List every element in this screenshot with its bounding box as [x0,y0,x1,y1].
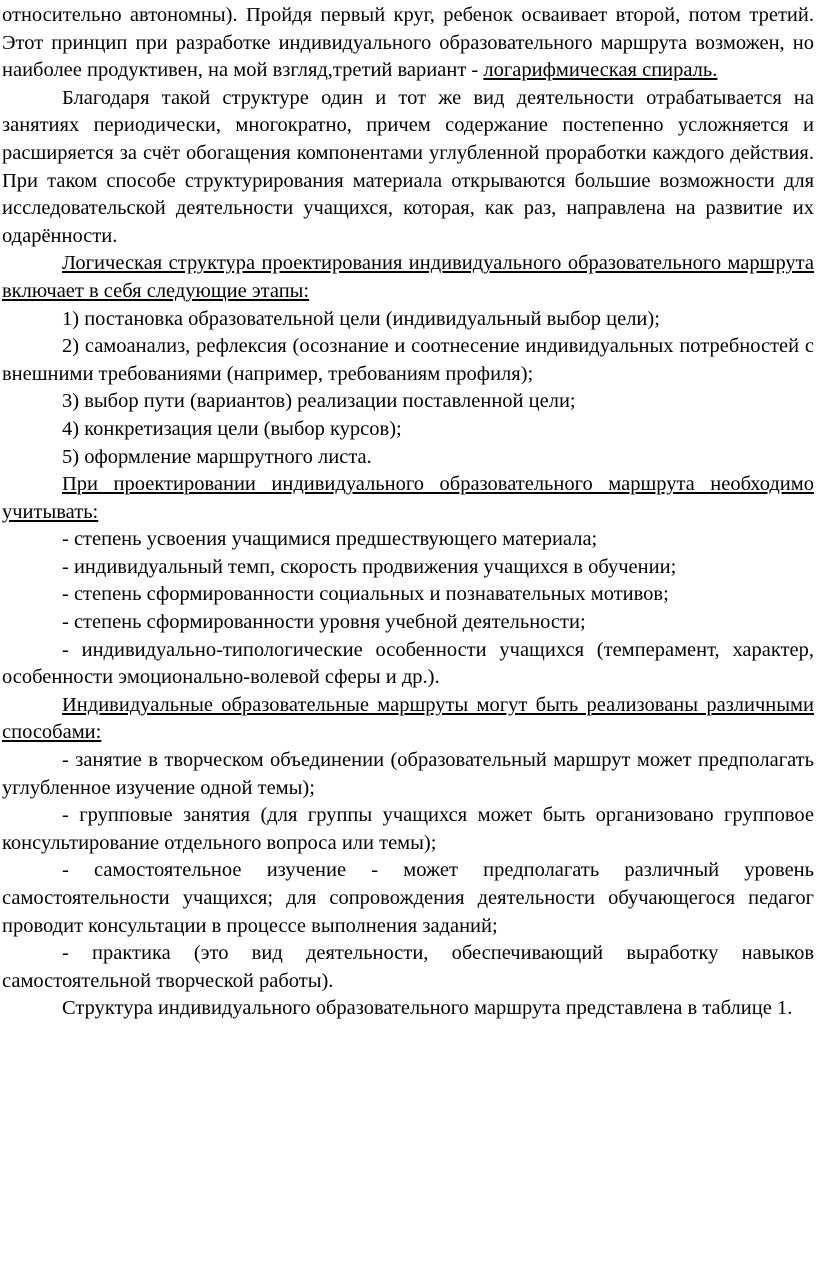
text-run: - самостоятельное изучение - может предполагать различный уровень самостоятельности учащихся; для сопровождения деятельности обучающегося педагог проводит консультации в процессе выполнения заданий; [2,859,814,937]
paragraph [2,333,814,388]
underlined-text-run: Индивидуальные образовательные маршруты могут быть реализованы различными способами: [2,693,814,744]
paragraph [2,444,814,472]
paragraph [2,250,814,305]
text-run: - степень сформированности социальных и познавательных мотивов; [62,583,669,606]
paragraph [2,940,814,995]
paragraph [2,388,814,416]
paragraph [2,554,814,582]
text-run: 4) конкретизация цели (выбор курсов); [62,417,402,440]
paragraph [2,609,814,637]
paragraph [2,747,814,802]
paragraph [2,526,814,554]
paragraph [2,637,814,692]
document-body [2,2,814,1023]
paragraph [2,2,814,85]
text-run: 3) выбор пути (вариантов) реализации поставленной цели; [62,390,576,413]
paragraph [2,85,814,251]
text-run: Благодаря такой структуре один и тот же вид деятельности отрабатывается на занятиях периодически, многократно, причем содержание постепенно усложняется и расширяется за счёт обогащения компонентами углубленной проработки каждого действия. При таком способе структурирования материала открываются большие возможности для исследовательской деятельности учащихся, которая, как раз, направлена на развитие их одарённости. [2,86,814,247]
paragraph [2,995,814,1023]
paragraph [2,802,814,857]
paragraph [2,692,814,747]
text-run: - степень сформированности уровня учебной деятельности; [62,611,586,634]
underlined-text-run: При проектировании индивидуального образовательного маршрута необходимо учитывать: [2,473,814,523]
underlined-text-run: логарифмическая спираль. [483,59,718,82]
paragraph [2,471,814,526]
text-run: - индивидуально-типологические особенности учащихся (темперамент, характер, особенности эмоционально-волевой сферы и др.). [2,638,814,689]
text-run: относительно автономны). Пройдя первый круг, ребенок осваивает второй, потом третий. Этот принцип при разработке индивидуального образовательного маршрута возможен, но наиболее продуктивен, на мой взгляд,третий вариант - [2,4,814,82]
text-run: - индивидуальный темп, скорость продвижения учащихся в обучении; [62,555,677,578]
text-run: 2) самоанализ, рефлексия (осознание и соотнесение индивидуальных потребностей с внешними требованиями (например, требованиям профиля); [2,335,814,385]
paragraph [2,416,814,444]
text-run: 5) оформление маршрутного листа. [62,445,372,468]
text-run: - практика (это вид деятельности, обеспечивающий выработку навыков самостоятельной творческой работы). [2,942,814,992]
text-run: - занятие в творческом объединении (образовательный маршрут может предполагать углубленное изучение одной темы); [2,749,814,799]
text-run: Структура индивидуального образовательного маршрута представлена в таблице 1. [62,997,793,1020]
text-run: - степень усвоения учащимися предшествующего материала; [62,528,598,551]
paragraph [2,306,814,334]
text-run: 1) постановка образовательной цели (индивидуальный выбор цели); [62,307,660,330]
underlined-text-run: Логическая структура проектирования индивидуального образовательного маршрута включает в себя следующие этапы: [2,252,814,302]
paragraph [2,857,814,940]
text-run: - групповые занятия (для группы учащихся может быть организовано групповое консультирование отдельного вопроса или темы); [2,804,814,854]
paragraph [2,581,814,609]
